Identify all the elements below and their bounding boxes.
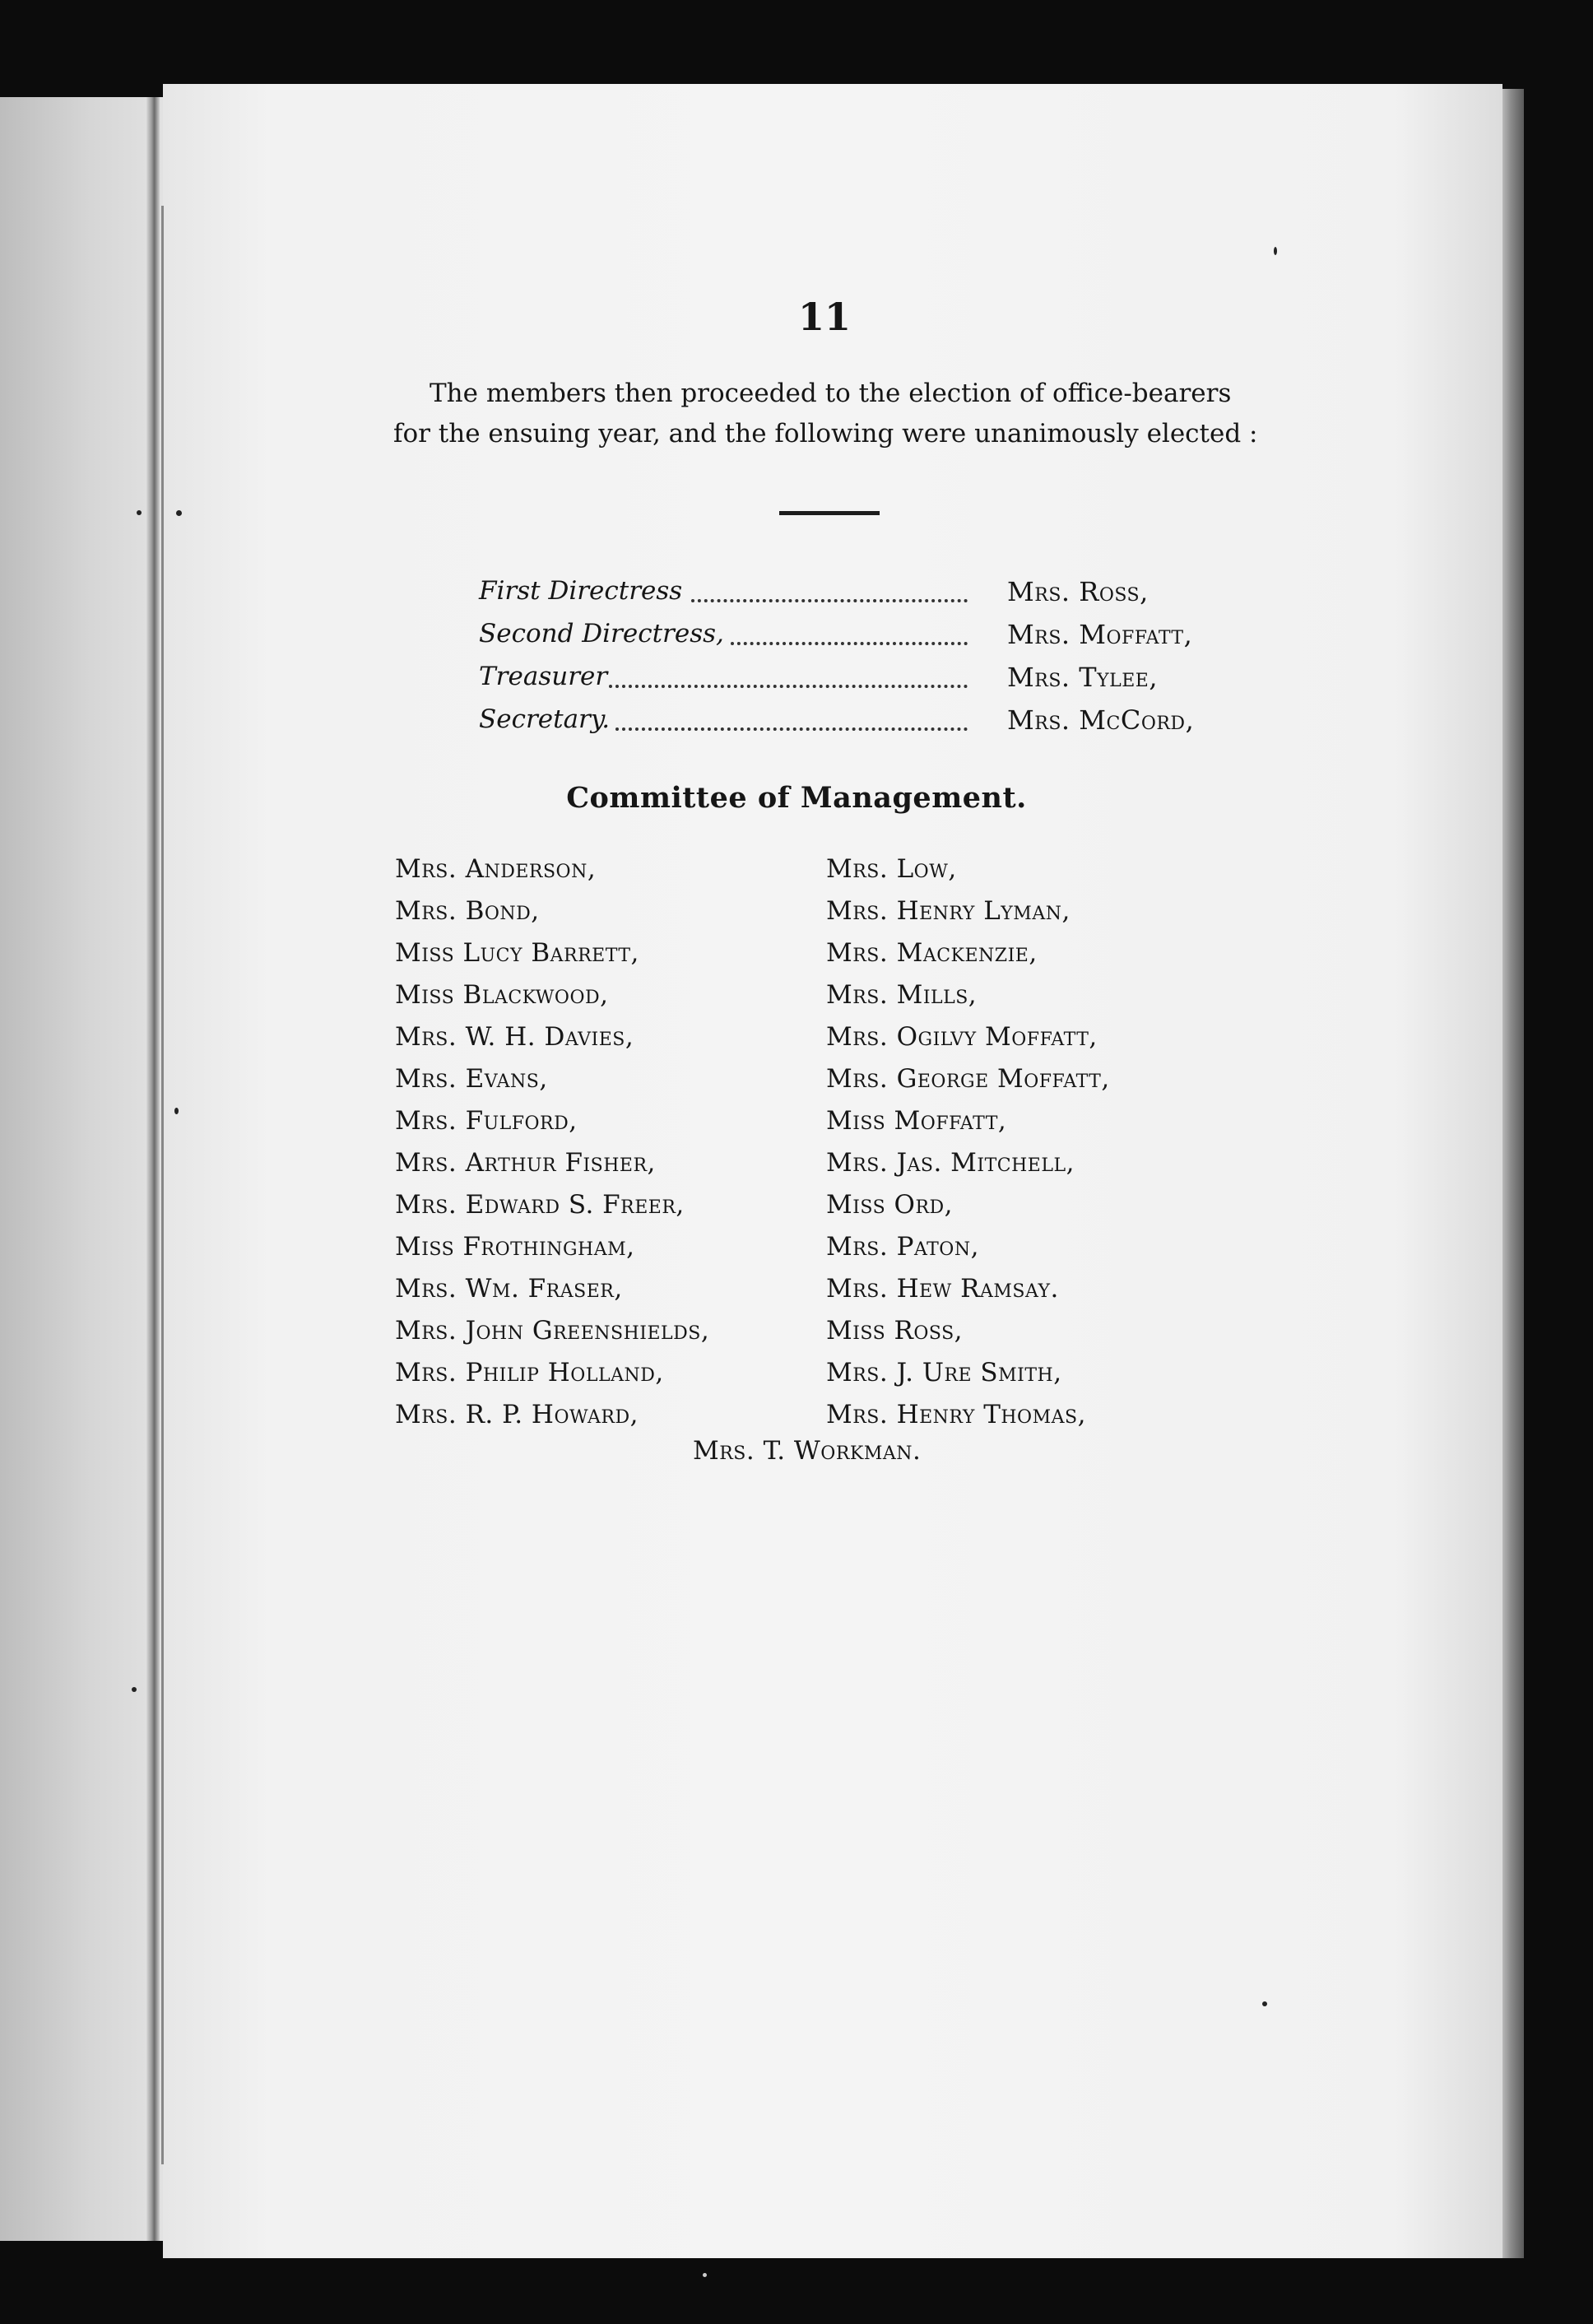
committee-member: Miss Lucy Barrett, [395, 938, 639, 968]
committee-member: Mrs. Henry Thomas, [826, 1400, 1086, 1429]
committee-member: Mrs. Edward S. Freer, [395, 1190, 685, 1220]
committee-member: Mrs. John Greenshields, [395, 1316, 710, 1346]
committee-member: Mrs. Hew Ramsay. [826, 1274, 1059, 1304]
committee-member: Mrs. W. H. Davies, [395, 1022, 634, 1052]
page-number: 11 [798, 295, 852, 339]
committee-member: Mrs. Arthur Fisher, [395, 1148, 656, 1178]
committee-member: Mrs. Ogilvy Moffatt, [826, 1022, 1098, 1052]
committee-member: Mrs. George Moffatt, [826, 1064, 1110, 1094]
committee-member: Mrs. Philip Holland, [395, 1358, 664, 1387]
speck [703, 2273, 707, 2277]
committee-member: Mrs. Bond, [395, 896, 540, 926]
committee-member: Mrs. Anderson, [395, 854, 597, 884]
speck [1262, 2001, 1267, 2006]
committee-member: Mrs. Jas. Mitchell, [826, 1148, 1075, 1178]
speck [132, 1687, 137, 1692]
committee-member: Mrs. Evans, [395, 1064, 548, 1094]
leader-dots [691, 599, 968, 602]
speck [1274, 247, 1277, 255]
intro-line-2: for the ensuing year, and the following were unanimously elected : [393, 419, 1258, 449]
page-fore-edge [1502, 89, 1524, 2258]
committee-member: Mrs. Henry Lyman, [826, 896, 1071, 926]
speck [174, 1108, 179, 1114]
committee-member: Miss Ross, [826, 1316, 964, 1346]
intro-line-1: The members then proceeded to the election of office-bearers [430, 379, 1232, 408]
leader-dots [615, 727, 968, 731]
committee-member: Mrs. Mackenzie, [826, 938, 1038, 968]
section-divider [779, 511, 880, 515]
officer-title: Secretary. [479, 704, 611, 734]
committee-heading: Committee of Management. [566, 781, 1027, 815]
committee-member: Mrs. Low, [826, 854, 957, 884]
committee-member: Mrs. R. P. Howard, [395, 1400, 639, 1429]
book-spine-shadow [146, 97, 160, 2241]
left-page-edge [0, 97, 165, 2241]
committee-member: Miss Frothingham, [395, 1232, 635, 1262]
committee-member: Miss Moffatt, [826, 1106, 1007, 1136]
committee-member: Mrs. J. Ure Smith, [826, 1358, 1062, 1387]
officer-name: Mrs. Moffatt, [1007, 619, 1193, 650]
committee-member: Mrs. Fulford, [395, 1106, 578, 1136]
leader-dots [609, 685, 968, 688]
officer-title: Treasurer [479, 662, 608, 691]
committee-member-final: Mrs. T. Workman. [693, 1436, 922, 1466]
gutter-line [161, 206, 164, 2164]
speck [137, 510, 142, 515]
speck [176, 510, 182, 516]
officer-title: Second Directress, [479, 619, 724, 648]
committee-member: Mrs. Mills, [826, 980, 978, 1010]
officer-name: Mrs. Tylee, [1007, 662, 1159, 693]
committee-member: Miss Blackwood, [395, 980, 609, 1010]
committee-member: Miss Ord, [826, 1190, 954, 1220]
officer-title: First Directress [479, 576, 683, 606]
leader-dots [731, 642, 968, 645]
officer-name: Mrs. Ross, [1007, 576, 1149, 607]
committee-member: Mrs. Paton, [826, 1232, 979, 1262]
committee-member: Mrs. Wm. Fraser, [395, 1274, 623, 1304]
officer-name: Mrs. McCord, [1007, 704, 1195, 736]
